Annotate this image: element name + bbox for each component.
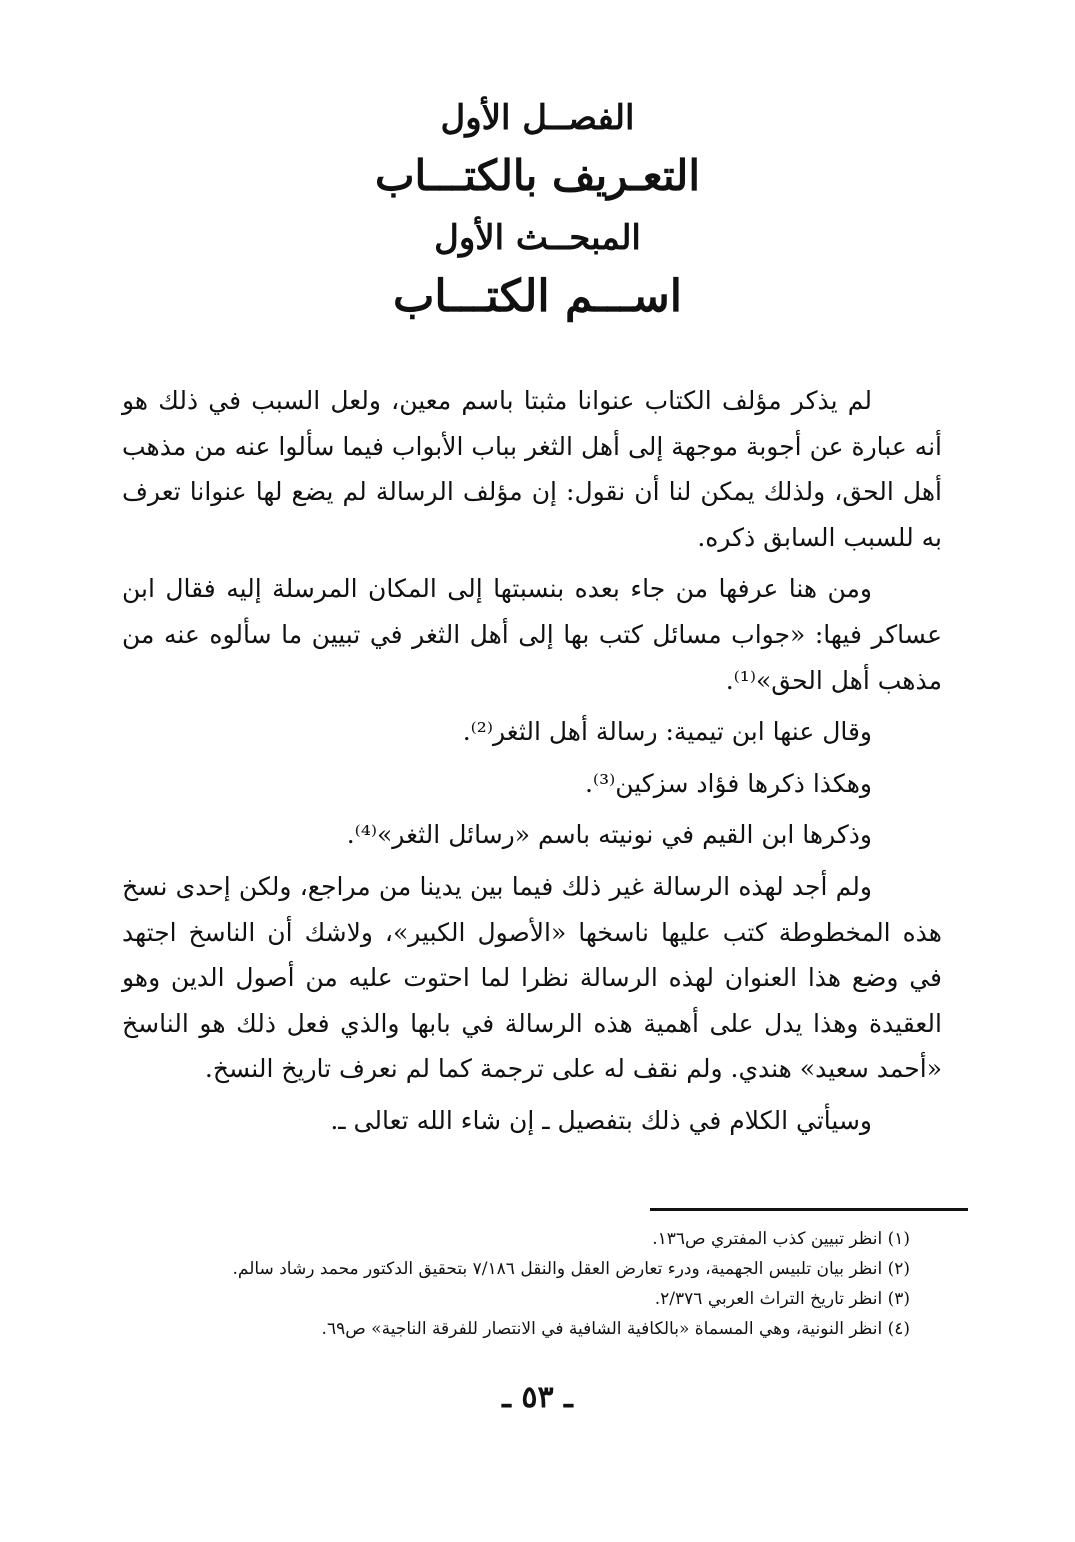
paragraph-intro: لم يذكر مؤلف الكتاب عنوانا مثبتا باسم معين، ولعل السبب في ذلك هو أنه عبارة عن أجوبة موجهة إلى أهل الثغر بباب الأبواب فيما سألوا عنه من مذهب أهل الحق، ولذلك يمكن لنا أن نقول: إن مؤلف الرسالة لم يضع لها عنوانا تعرف به للسبب السابق ذكره. <box>122 386 942 552</box>
paragraph-ibn-asakir: ومن هنا عرفها من جاء بعده بنسبتها إلى المكان المرسلة إليه فقال ابن عساكر فيها: «جواب مسائل كتب بها إلى أهل الثغر في تبيين ما سألوه عنه من مذهب أهل الحق»⁽¹⁾. <box>122 574 942 695</box>
footnote-3: (٣) انظر تاريخ التراث العربي ٢/٣٧٦. <box>654 1289 910 1309</box>
paragraph-sezgin: وهكذا ذكرها فؤاد سزكين⁽³⁾. <box>584 768 872 798</box>
body-text <box>122 378 942 1150</box>
section-title: اســـم الكتـــاب <box>392 270 683 322</box>
paragraph-manuscript: ولم أجد لهذه الرسالة غير ذلك فيما بين يدينا من مراجع، ولكن إحدى نسخ هذه المخطوطة كتب عليها ناسخها «الأصول الكبير»، ولاشك أن الناسخ اجتهد في وضع هذا العنوان لهذه الرسالة نظرا لما احتوت عليه من أصول الدين وهو العقيدة وهذا يدل على أهمية هذه الرسالة في بابها والذي فعل ذلك هو الناسخ «أحمد سعيد» هندي. ولم نقف له على ترجمة كما لم نعرف تاريخ النسخ. <box>122 871 942 1084</box>
footnote-2: (٢) انظر بيان تلبيس الجهمية، ودرء تعارض العقل والنقل ٧/١٨٦ بتحقيق الدكتور محمد رشاد سالم. <box>232 1259 910 1279</box>
paragraph-closing: وسيأتي الكلام في ذلك بتفصيل ـ إن شاء الله تعالى ـ. <box>330 1105 872 1135</box>
chapter-heading: الفصــل الأول <box>440 98 635 138</box>
paragraph-ibn-qayyim: وذكرها ابن القيم في نونيته باسم «رسائل الثغر»⁽⁴⁾. <box>346 820 872 850</box>
paragraph-ibn-taymiyya: وقال عنها ابن تيمية: رسالة أهل الثغر⁽²⁾. <box>462 717 872 747</box>
page-number: ـ ٥٣ ـ <box>502 1380 573 1415</box>
chapter-title: التعـريف بالكتـــاب <box>374 151 701 201</box>
footnote-1: (١) انظر تبيين كذب المفتري ص١٣٦. <box>652 1229 910 1249</box>
section-heading: المبحــث الأول <box>434 217 641 258</box>
footnotes <box>120 1224 910 1344</box>
footnote-4: (٤) انظر النونية، وهي المسماة «بالكافية الشافية في الانتصار للفرقة الناجية» ص٦٩. <box>321 1319 910 1339</box>
headings-block <box>0 100 1075 321</box>
footnote-divider <box>650 1208 968 1211</box>
